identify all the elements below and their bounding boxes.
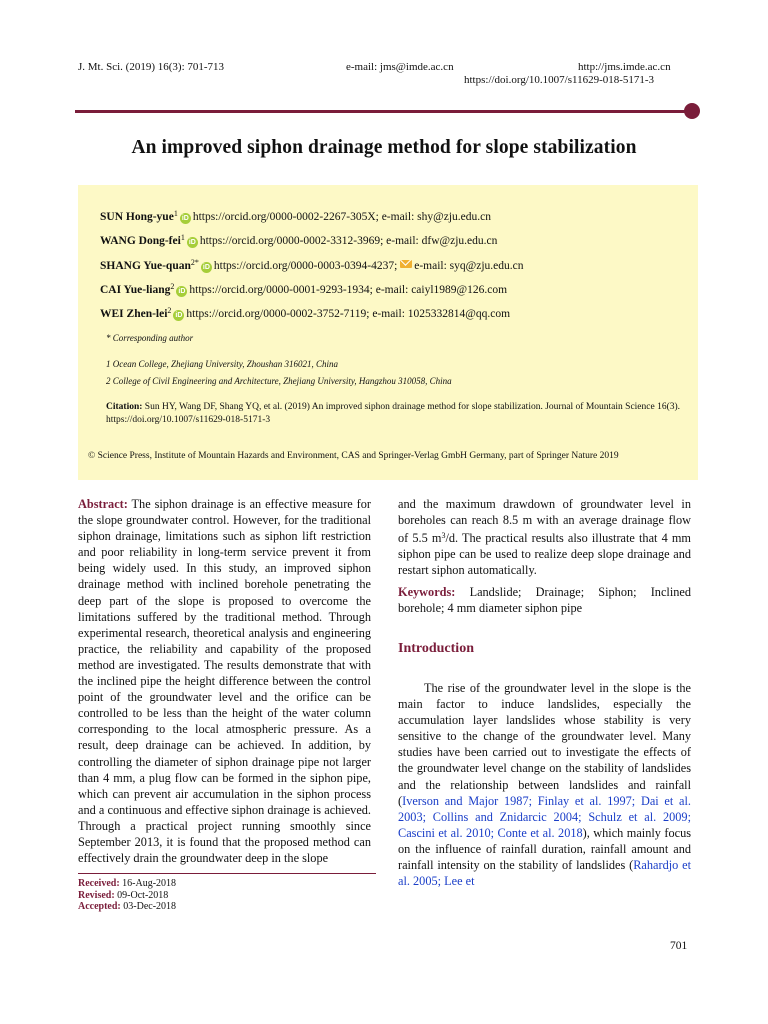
author-email[interactable]: e-mail: dfw@zju.edu.cn	[386, 235, 498, 247]
orcid-link[interactable]: https://orcid.org/0000-0001-9293-1934;	[189, 284, 373, 296]
author-name: CAI Yue-liang	[100, 284, 171, 296]
article-doi[interactable]: https://doi.org/10.1007/s11629-018-5171-3	[464, 74, 655, 86]
copyright-notice: © Science Press, Institute of Mountain Hazards and Environment, CAS and Springer-Verlag GmbH Germany, part of Springer Nature 2019	[88, 451, 619, 461]
header-rule-dot	[684, 103, 700, 119]
affiliation: 1 Ocean College, Zhejiang University, Zhoushan 316021, China	[106, 359, 338, 369]
orcid-icon: iD	[178, 288, 186, 295]
author-email[interactable]: e-mail: caiyl1989@126.com	[375, 284, 508, 296]
article-dates: Received: 16-Aug-2018 Revised: 09-Oct-2018 Accepted: 03-Dec-2018	[78, 878, 177, 912]
reference-links[interactable]: Rahardjo et al. 2005; Lee et	[398, 858, 691, 889]
keywords-text: Landslide; Drainage; Siphon; Inclined borehole; 4 mm diameter siphon pipe	[398, 585, 691, 616]
orcid-icon: iD	[202, 264, 210, 271]
abstract-label: Abstract:	[78, 497, 128, 511]
orcid-icon: iD	[175, 312, 183, 319]
author-line: WEI Zhen-lei$^2$iD https://orcid.org/0000-0002-3752-7119; e-mail: 1025332814@qq.com	[100, 306, 511, 320]
received-date: 16-Aug-2018	[122, 878, 177, 889]
section-heading-introduction: Introduction	[398, 641, 474, 656]
introduction-paragraph: The rise of the groundwater level in the slope is the main factor to induce landslides, especially the accumulation layer landslides whose stability is very sensitive to the change of the groundwater level. Many studies have been carried out to investigate the effects of the groundwater level change on the stability of landslides and the relationship between landslides and rainfall (Iverson and Major 1987; Finlay et al. 1997; Dai et al. 2003; Collins and Znidarcic 2004; Schulz et al. 2009; Cascini et al. 2010; Conte et al. 2018), which mainly focus on the influence of rainfall duration, rainfall amount and rainfall intensity on the stability of landslides (Rahardjo et al. 2005; Lee et	[398, 681, 692, 889]
dates-rule	[78, 873, 376, 874]
abstract-continued: and the maximum drawdown of groundwater level in boreholes can reach 8.5 m with an average drainage flow of 5.5 $m^3/d$. The practical results also illustrate that 4 mm siphon pipe can be used to realize deep slope drainage and restart siphon automatically.	[398, 497, 691, 578]
envelope-icon	[400, 260, 412, 268]
reference-links[interactable]: Iverson and Major 1987; Finlay et al. 1997; Dai et al. 2003; Collins and Znidarcic 2004; Schulz et al. 2009; Cascini et al. 2010; Conte et al. 2018	[398, 793, 691, 840]
abstract	[78, 496, 371, 866]
orcid-link[interactable]: https://orcid.org/0000-0002-3752-7119;	[186, 308, 370, 320]
revised-date: 09-Oct-2018	[117, 889, 169, 901]
affiliation: 2 College of Civil Engineering and Architecture, Zhejiang University, Hangzhou 310058, China	[106, 376, 452, 386]
keywords-label: Keywords:	[398, 585, 456, 599]
citation-label: Citation:	[106, 402, 143, 412]
orcid-icon: iD	[188, 239, 196, 246]
citation-block	[106, 401, 681, 426]
journal-email[interactable]: e-mail: jms@imde.ac.cn	[346, 61, 454, 73]
accepted-date: 03-Dec-2018	[123, 901, 177, 912]
author-line: CAI Yue-liang$^2$iD https://orcid.org/0000-0001-9293-1934; e-mail: caiyl1989@126.com	[100, 282, 508, 296]
orcid-link[interactable]: https://orcid.org/0000-0002-3312-3969;	[199, 235, 384, 247]
author-name: SHANG Yue-quan	[100, 260, 191, 272]
article-title: An improved siphon drainage method for slope stabilization	[131, 137, 637, 158]
journal-url[interactable]: http://jms.imde.ac.cn	[578, 61, 671, 73]
citation-text: Sun HY, Wang DF, Shang YQ, et al. (2019) An improved siphon drainage method for slope stabilization. Journal of Mountain Science 16(3). https://doi.org/10.1007/s11629-018-5171-3	[106, 402, 681, 425]
author-name: WEI Zhen-lei	[100, 308, 168, 320]
author-email[interactable]: e-mail: shy@zju.edu.cn	[381, 211, 491, 223]
author-email[interactable]: e-mail: 1025332814@qq.com	[372, 308, 511, 320]
keywords	[398, 584, 691, 616]
author-name: SUN Hong-yue	[100, 211, 174, 223]
orcid-link[interactable]: https://orcid.org/0000-0003-0394-4237;	[213, 260, 398, 272]
author-line: WANG Dong-fei$^1$iD https://orcid.org/0000-0002-3312-3969; e-mail: dfw@zju.edu.cn	[100, 233, 498, 247]
author-name: WANG Dong-fei	[100, 235, 181, 247]
journal-citation-header: J. Mt. Sci. (2019) 16(3): 701-713	[78, 61, 225, 73]
author-line: SHANG Yue-quan$^{2*}$iD https://orcid.org/0000-0003-0394-4237; e-mail: syq@zju.edu.cn	[100, 258, 524, 272]
author-email[interactable]: e-mail: syq@zju.edu.cn	[414, 260, 524, 272]
abstract-text: The siphon drainage is an effective measure for the slope groundwater control. However, for the traditional siphon drainage, limitations such as siphon lift restriction and poor reliability in long-term service prevent it from being widely used. In this study, an improved siphon drainage method with inclined borehole penetrating the deep part of the slope is proposed to overcome the limitations suffered by the traditional method. Through experimental research, theoretical analysis and engineering practice, the reliability and capability of the proposed method are investigated. The results demonstrate that with the inclined pipe the height difference between the control point of the groundwater level and the orifice can be controlled to be less than the height of the water column corresponding to the local atmospheric pressure. As a result, deep drainage can be achieved. In addition, by controlling the diameter of siphon drainage pipe not larger than 4 mm, a plug flow can be formed in the siphon pipe, which can prevent air accumulation in the siphon process and a continuous and effective siphon drainage is achieved. Through a practical project running smoothly since September 2013, it is found that the proposed method can effectively drain the groundwater deep in the slope	[78, 497, 371, 866]
orcid-icon: iD	[181, 215, 189, 222]
header-rule	[75, 110, 687, 113]
corresponding-author-note: * Corresponding author	[106, 333, 194, 343]
author-line: SUN Hong-yue$^1$iD https://orcid.org/0000-0002-2267-305X; e-mail: shy@zju.edu.cn	[100, 209, 491, 223]
page-number: 701	[670, 940, 688, 952]
orcid-link[interactable]: https://orcid.org/0000-0002-2267-305X;	[192, 211, 379, 223]
